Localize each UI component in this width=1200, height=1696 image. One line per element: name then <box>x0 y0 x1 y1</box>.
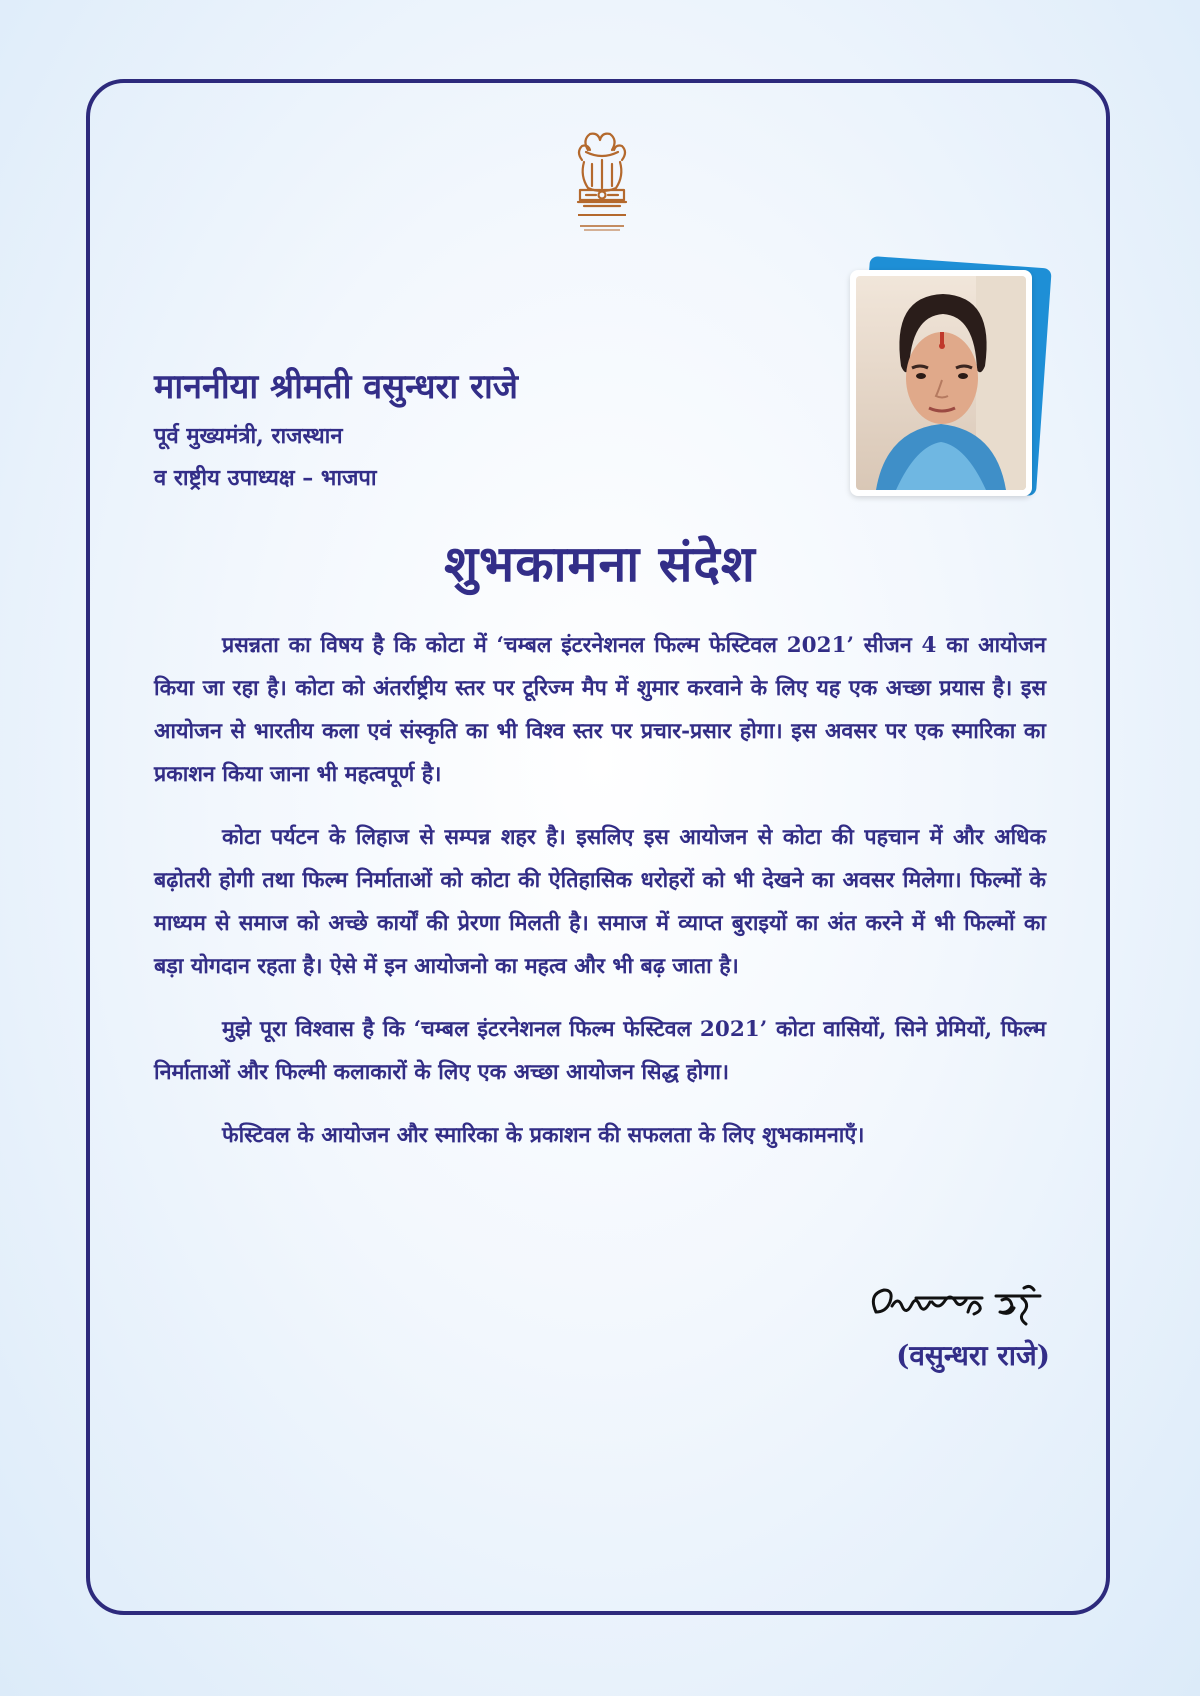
portrait-photo <box>846 258 1046 498</box>
photo-frame <box>850 270 1032 496</box>
sender-designation-line-2: व राष्ट्रीय उपाध्यक्ष – भाजपा <box>154 465 377 491</box>
paragraph: कोटा पर्यटन के लिहाज से सम्पन्न शहर है। इसलिए इस आयोजन से कोटा की पहचान में और अधिक बढ़ोतरी होगी तथा फिल्म निर्माताओं को कोटा की ऐतिहासिक धरोहरों को भी देखने का अवसर मिलेगा। फिल्मों के माध्यम से समाज को अच्छे कार्यों की प्रेरणा मिलती है। समाज में व्याप्त बुराइयों का अंत करने में भी फिल्मों का बड़ा योगदान रहता है। ऐसे में इन आयोजनो का महत्व और भी बढ़ जाता है। <box>154 825 1046 979</box>
national-emblem-icon <box>564 130 640 242</box>
sender-details <box>154 362 794 504</box>
signer-name: (वसुन्धरा राजे) <box>896 1339 1050 1372</box>
handwritten-signature <box>856 1272 1052 1336</box>
message-heading: शुभकामना संदेश <box>444 534 756 593</box>
paragraph: फेस्टिवल के आयोजन और स्मारिका के प्रकाशन की सफलता के लिए शुभकामनाएँ। <box>222 1123 865 1148</box>
sender-name: माननीया श्रीमती वसुन्धरा राजे <box>154 367 518 407</box>
paragraph: मुझे पूरा विश्वास है कि ‘चम्बल इंटरनेशनल फिल्म फेस्टिवल 2021’ कोटा वासियों, सिने प्रेमियों, फिल्म निर्माताओं और फिल्मी कलाकारों के लिए एक अच्छा आयोजन सिद्ध होगा। <box>154 1017 1046 1085</box>
paragraph: प्रसन्नता का विषय है कि कोटा में ‘चम्बल इंटरनेशनल फिल्म फेस्टिवल 2021’ सीजन 4 का आयोजन किया जा रहा है। कोटा को अंतर्राष्ट्रीय स्तर पर टूरिज्म मैप में शुमार करवाने के लिए यह एक अच्छा प्रयास है। इस आयोजन से भारतीय कला एवं संस्कृति का भी विश्व स्तर पर प्रचार-प्रसार होगा। इस अवसर पर एक स्मारिका का प्रकाशन किया जाना भी महत्वपूर्ण है। <box>154 633 1046 787</box>
message-body <box>154 624 1046 1177</box>
sender-designation-line-1: पूर्व मुख्यमंत्री, राजस्थान <box>154 423 343 449</box>
